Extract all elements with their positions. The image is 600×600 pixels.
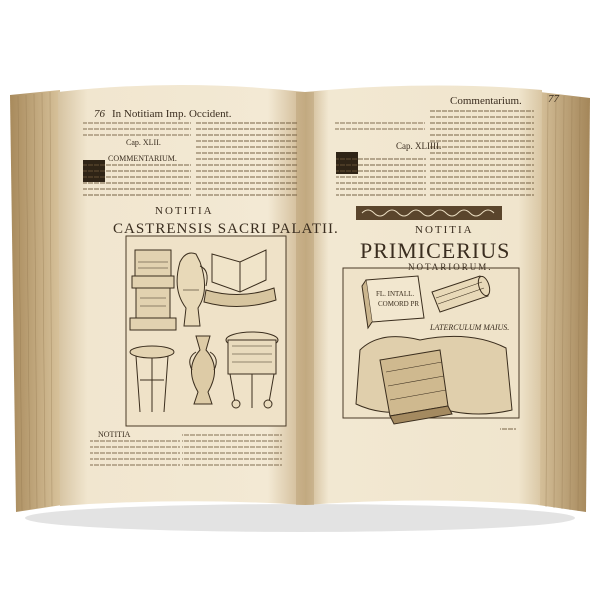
gutter [296,92,314,505]
small-book-lettering-2: COMORD PR [378,300,420,308]
right-title: PRIMICERIUS [360,238,511,263]
left-lower-text-col1 [90,440,180,470]
right-body-col1 [336,154,426,200]
left-page-number: 76 [94,108,105,120]
left-chapter: Cap. XLII. [126,138,161,147]
right-notitia-heading: NOTITIA [415,224,474,236]
right-inscription: LATERCULUM MAIUS. [430,323,510,332]
left-title: CASTRENSIS SACRI PALATII. [113,221,339,237]
right-page-number: 77 [548,93,559,105]
small-book-lettering: FL. INTALL. [376,290,415,298]
left-page-edges [10,90,62,512]
book-shadow [25,504,575,532]
left-body-col2 [196,120,298,198]
casket-woodcut [130,250,176,330]
right-chapter: Cap. XLIIII. [396,141,442,151]
large-book-woodcut [380,350,452,424]
right-body-col2 [430,108,534,200]
right-footer-mark [500,426,516,431]
left-lower-text-col2 [182,430,282,470]
left-lower-notitia: NOTITIA [98,430,131,439]
right-running-head: Commentarium. [450,95,522,107]
left-running-head: In Notitiam Imp. Occident. [112,108,232,120]
stool-woodcut [226,332,278,408]
left-intro-text [83,120,191,138]
right-subtitle: NOTARIORUM. [408,262,493,272]
left-notitia-heading: NOTITIA [155,205,214,217]
right-intro-text [335,118,425,134]
left-body-col1 [83,162,191,198]
left-section-heading: COMMENTARIUM. [108,154,177,163]
ornament-band [356,206,502,220]
right-page-edges [538,92,590,512]
